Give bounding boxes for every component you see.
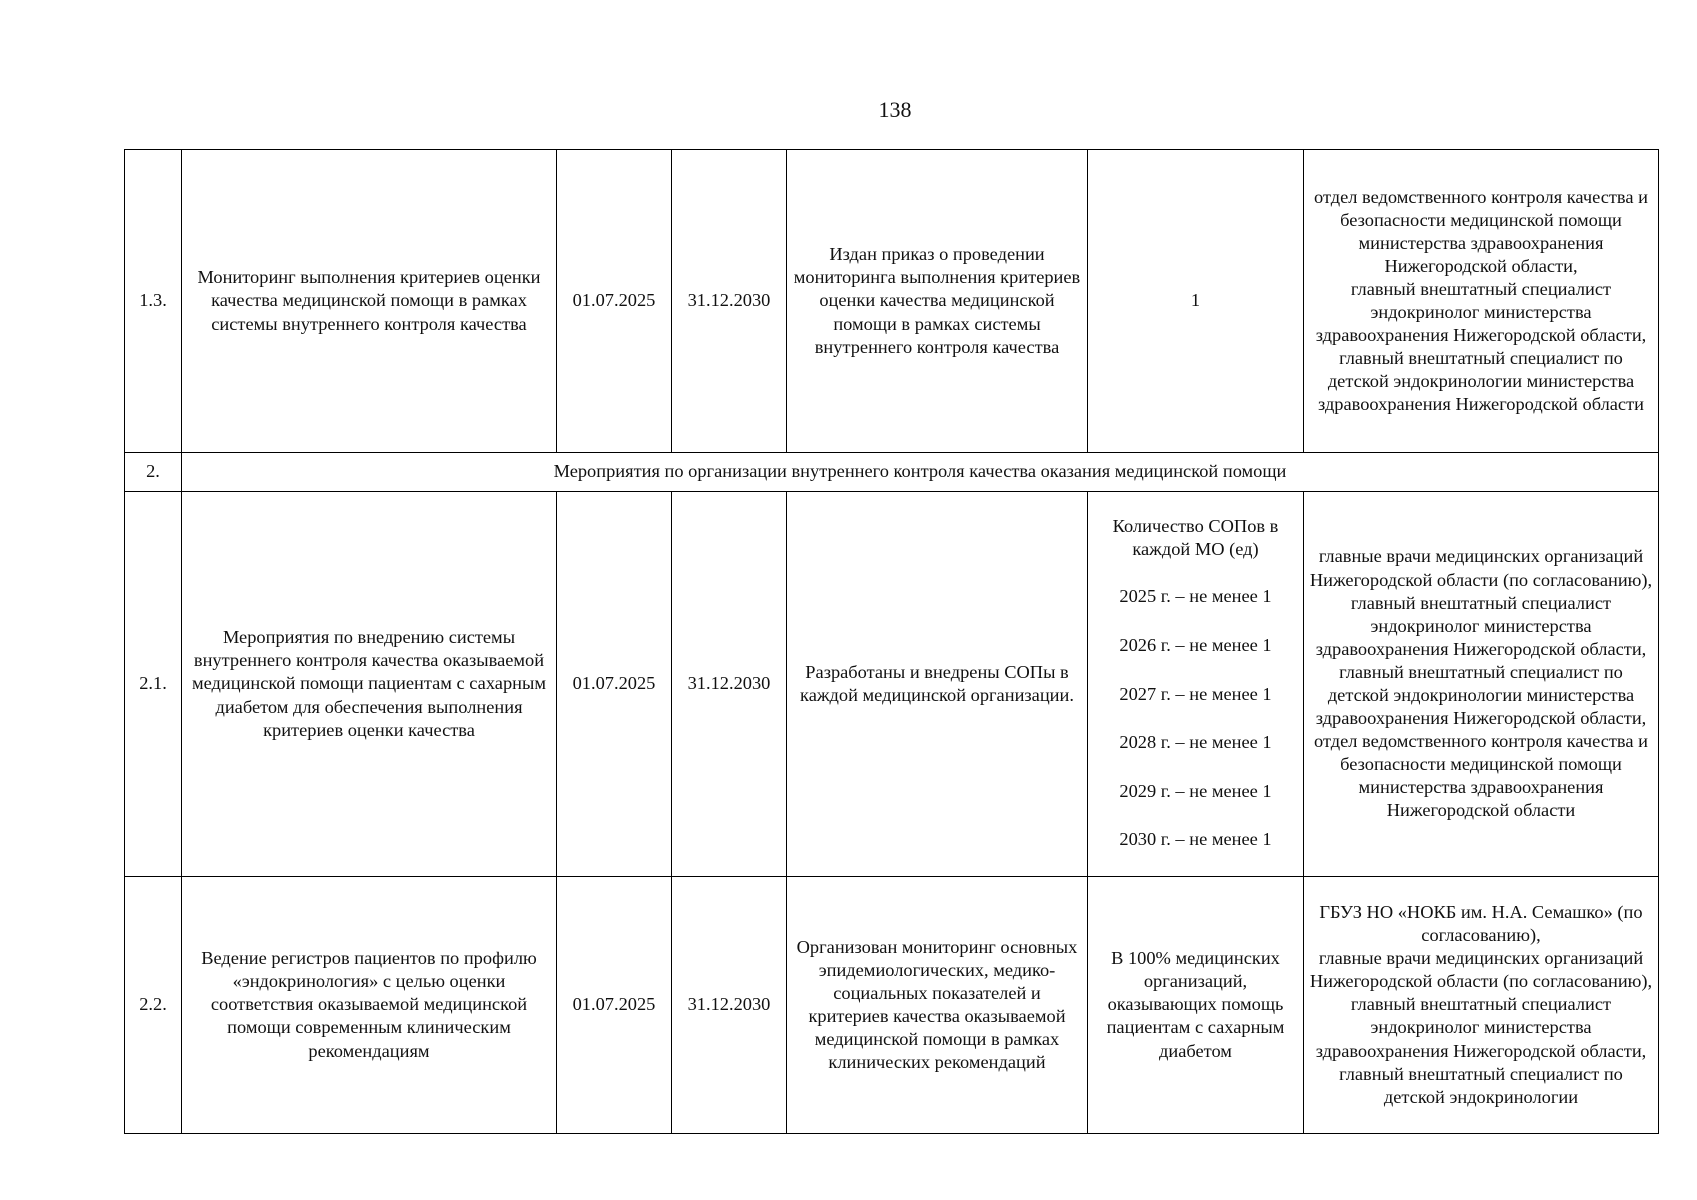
section-number: 2. — [125, 453, 182, 492]
start-date: 01.07.2025 — [557, 492, 672, 877]
indicator: В 100% медицинских организаций, оказывающих помощь пациентам с сахарным диабетом — [1088, 876, 1304, 1133]
activity-name: Ведение регистров пациентов по профилю «эндокринология» с целью оценки соответствия оказываемой медицинской помощи современным клиническим рекомендациям — [182, 876, 557, 1133]
expected-result: Разработаны и внедрены СОПы в каждой медицинской организации. — [787, 492, 1088, 877]
activity-name: Мониторинг выполнения критериев оценки качества медицинской помощи в рамках системы внутреннего контроля качества — [182, 150, 557, 453]
indicator: 1 — [1088, 150, 1304, 453]
row-number: 2.1. — [125, 492, 182, 877]
activity-name: Мероприятия по внедрению системы внутреннего контроля качества оказываемой медицинской помощи пациентам с сахарным диабетом для обеспечения выполнения критериев оценки качества — [182, 492, 557, 877]
activity-plan-table — [124, 149, 1659, 1134]
indicator-year-line: 2030 г. – не менее 1 — [1119, 829, 1272, 850]
table-row-2-2 — [125, 876, 1659, 1133]
end-date: 31.12.2030 — [672, 876, 787, 1133]
responsible-executors: ГБУЗ НО «НОКБ им. Н.А. Семашко» (по согласованию), главные врачи медицинских организаций Нижегородской области (по согласованию), главный внештатный специалист эндокринолог министерства здравоохранения Нижегородской области, главный внештатный специалист по детской эндокринологии — [1304, 876, 1659, 1133]
section-row-2 — [125, 453, 1659, 492]
expected-result: Организован мониторинг основных эпидемиологических, медико-социальных показателей и критериев качества оказываемой медицинской помощи в рамках клинических рекомендаций — [787, 876, 1088, 1133]
start-date: 01.07.2025 — [557, 150, 672, 453]
indicator-year-line: 2029 г. – не менее 1 — [1119, 780, 1272, 801]
section-title: Мероприятия по организации внутреннего контроля качества оказания медицинской помощи — [182, 453, 1659, 492]
indicator-year-line: 2027 г. – не менее 1 — [1119, 683, 1272, 704]
responsible-executors: главные врачи медицинских организаций Нижегородской области (по согласованию), главный внештатный специалист эндокринолог министерства здравоохранения Нижегородской области, главный внештатный специалист по детской эндокринологии министерства здравоохранения Нижегородской области, отдел ведомственного контроля качества и безопасности медицинской помощи министерства здравоохранения Нижегородской области — [1304, 492, 1659, 877]
indicator-year-line: 2025 г. – не менее 1 — [1119, 586, 1272, 607]
indicator-year-line: 2028 г. – не менее 1 — [1119, 732, 1272, 753]
start-date: 01.07.2025 — [557, 876, 672, 1133]
table-row-2-1 — [125, 492, 1659, 877]
page-number: 138 — [878, 97, 912, 122]
indicator-heading: Количество СОПов в каждой МО (ед) — [1112, 516, 1279, 560]
end-date: 31.12.2030 — [672, 150, 787, 453]
indicator-year-line: 2026 г. – не менее 1 — [1119, 634, 1272, 655]
row-number: 2.2. — [125, 876, 182, 1133]
row-number: 1.3. — [125, 150, 182, 453]
expected-result: Издан приказ о проведении мониторинга выполнения критериев оценки качества медицинской помощи в рамках системы внутреннего контроля качества — [787, 150, 1088, 453]
responsible-executors: отдел ведомственного контроля качества и безопасности медицинской помощи министерства здравоохранения Нижегородской области, главный внештатный специалист эндокринолог министерства здравоохранения Нижегородской области, главный внештатный специалист по детской эндокринологии министерства здравоохранения Нижегородской области — [1304, 150, 1659, 453]
indicator — [1088, 492, 1304, 877]
table-row-1-3 — [125, 150, 1659, 453]
end-date: 31.12.2030 — [672, 492, 787, 877]
